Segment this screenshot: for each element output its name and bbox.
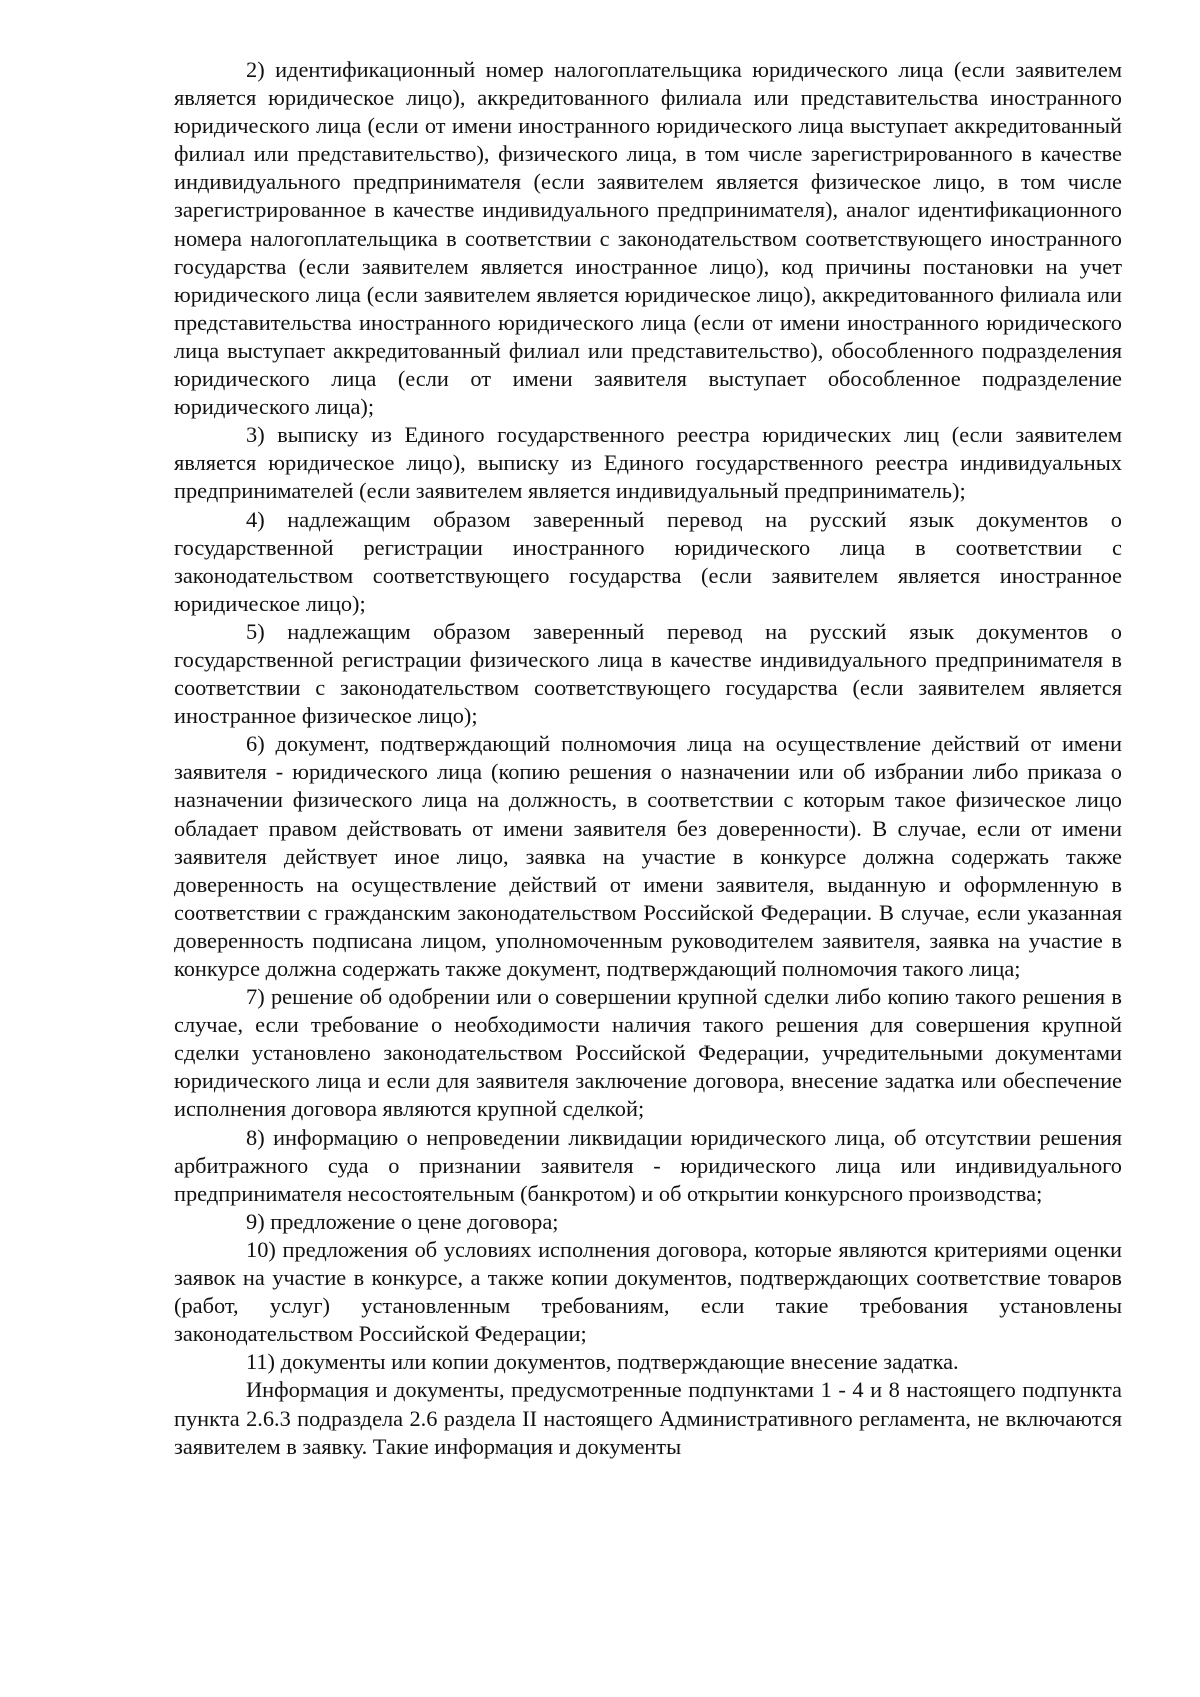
paragraph-item-2: 2) идентификационный номер налогоплательщика юридического лица (если заявителем является юридическое лицо), аккредитованного филиала или представительства иностранного юридического лица (если от имени иностранного юридического лица выступает аккредитованный филиал или представительство), физического лица, в том числе зарегистрированного в качестве индивидуального предпринимателя (если заявителем является физическое лицо, в том числе зарегистрированное в качестве индивидуального предпринимателя), аналог идентификационного номера налогоплательщика в соответствии с законодательством соответствующего иностранного государства (если заявителем является иностранное лицо), код причины постановки на учет юридического лица (если заявителем является юридическое лицо), аккредитованного филиала или представительства иностранного юридического лица (если от имени иностранного юридического лица выступает аккредитованный филиал или представительство), обособленного подразделения юридического лица (если от имени заявителя выступает обособленное подразделение юридического лица); [174,57,1122,420]
paragraph-item-5: 5) надлежащим образом заверенный перевод на русский язык документов о государственной регистрации физического лица в качестве индивидуального предпринимателя в соответствии с законодательством соответствующего государства (если заявителем является иностранное физическое лицо); [174,618,1122,729]
paragraph-item-9: 9) предложение о цене договора; [246,1208,559,1234]
paragraph-item-8: 8) информацию о непроведении ликвидации юридического лица, об отсутствии решения арбитражного суда о признании заявителя - юридического лица или индивидуального предпринимателя несостоятельным (банкротом) и об открытии конкурсного производства; [174,1124,1122,1206]
paragraph-item-3: 3) выписку из Единого государственного реестра юридических лиц (если заявителем является юридическое лицо), выписку из Единого государственного реестра индивидуальных предпринимателей (если заявителем является индивидуальный предприниматель); [174,422,1122,504]
paragraph-information: Информация и документы, предусмотренные подпунктами 1 - 4 и 8 настоящего подпункта пункта 2.6.3 подраздела 2.6 раздела II настоящего Административного регламента, не включаются заявителем в заявку. Такие информация и документы [174,1377,1122,1459]
paragraph-item-11: 11) документы или копии документов, подтверждающие внесение задатка. [246,1349,959,1375]
paragraph-item-6: 6) документ, подтверждающий полномочия лица на осуществление действий от имени заявителя - юридического лица (копию решения о назначении или об избрании либо приказа о назначении физического лица на должность, в соответствии с которым такое физическое лицо обладает правом действовать от имени заявителя без доверенности). В случае, если от имени заявителя действует иное лицо, заявка на участие в конкурсе должна содержать также доверенность на осуществление действий от имени заявителя, выданную и оформленную в соответствии с гражданским законодательством Российской Федерации. В случае, если указанная доверенность подписана лицом, уполномоченным руководителем заявителя, заявка на участие в конкурсе должна содержать также документ, подтверждающий полномочия такого лица; [174,731,1122,981]
paragraph-item-10: 10) предложения об условиях исполнения договора, которые являются критериями оценки заявок на участие в конкурсе, а также копии документов, подтверждающих соответствие товаров (работ, услуг) установленным требованиям, если такие требования установлены законодательством Российской Федерации; [174,1236,1122,1347]
document-page [174,56,1122,1461]
paragraph-item-7: 7) решение об одобрении или о совершении крупной сделки либо копию такого решения в случае, если требование о необходимости наличия такого решения для совершения крупной сделки установлено законодательством Российской Федерации, учредительными документами юридического лица и если для заявителя заключение договора, внесение задатка или обеспечение исполнения договора являются крупной сделкой; [174,984,1122,1122]
paragraph-item-4: 4) надлежащим образом заверенный перевод на русский язык документов о государственной регистрации иностранного юридического лица в соответствии с законодательством соответствующего государства (если заявителем является иностранное юридическое лицо); [174,506,1122,616]
